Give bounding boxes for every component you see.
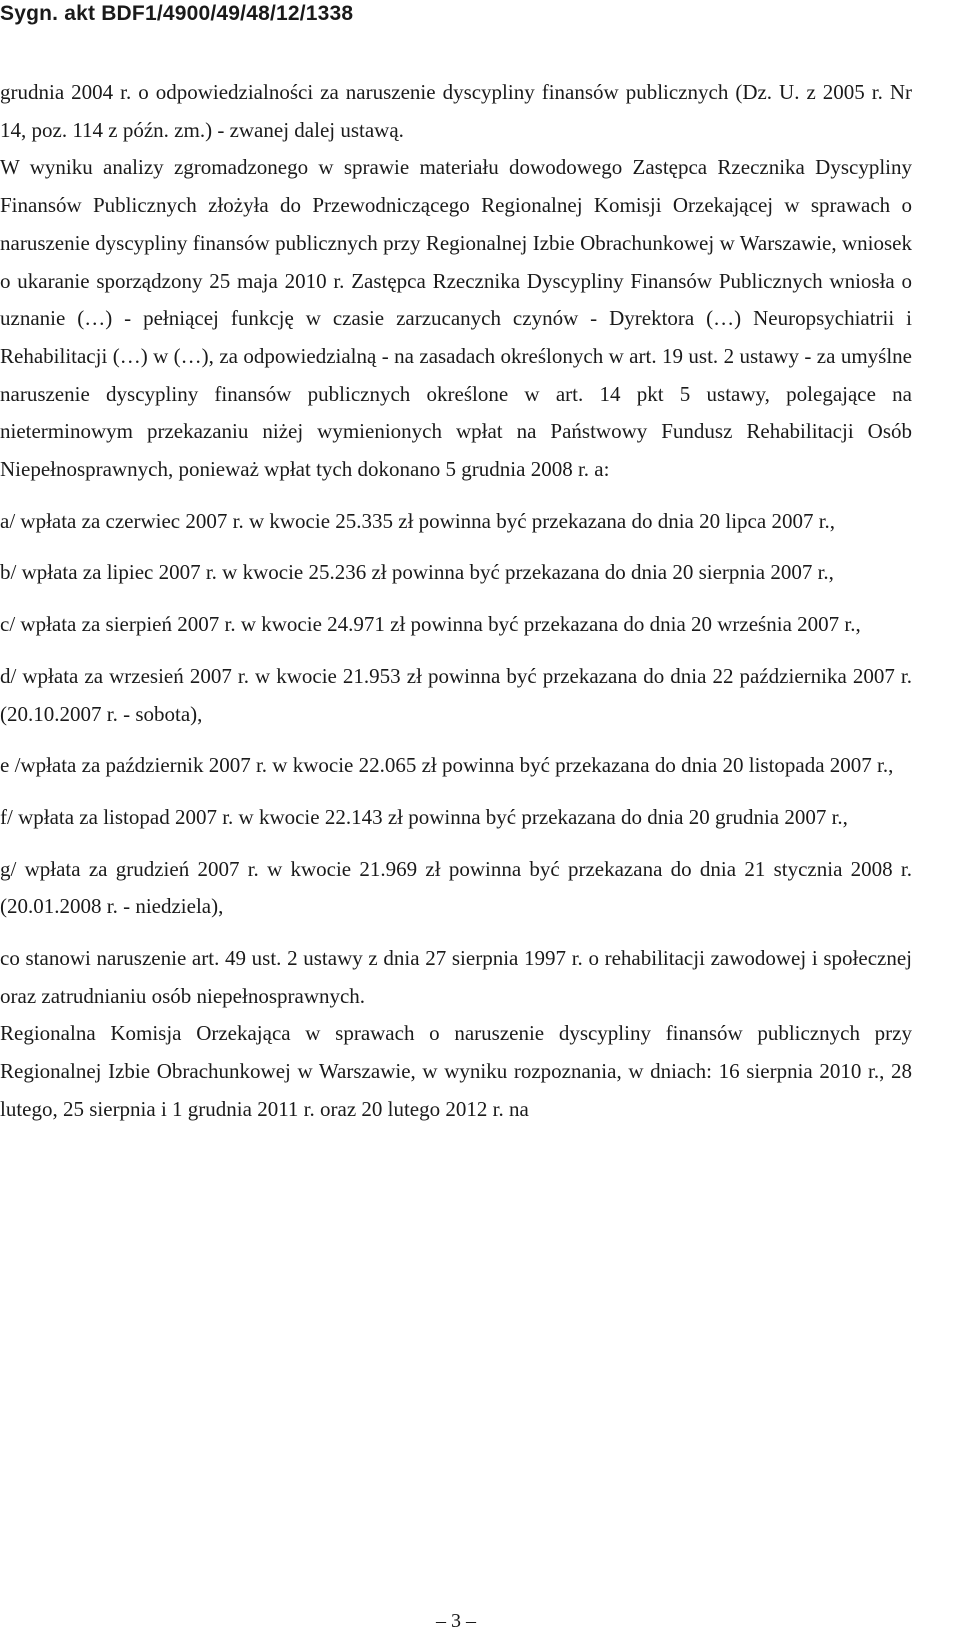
document-body [0, 74, 912, 1129]
main-paragraph: W wyniku analizy zgromadzonego w sprawie materiału dowodowego Zastępca Rzecznika Dyscypliny Finansów Publicznych złożyła do Przewodniczącego Regionalnej Komisji Orzekającej w sprawach o naruszenie dyscypliny finansów publicznych przy Regionalnej Izbie Obrachunkowej w Warszawie, wniosek o ukaranie sporządzony 25 maja 2010 r. Zastępca Rzecznika Dyscypliny Finansów Publicznych wniosła o uznanie (…) - pełniącej funkcję w czasie zarzucanych czynów - Dyrektora (…) Neuropsychiatrii i Rehabilitacji (…) w (…), za odpowiedzialną - na zasadach określonych w art. 19 ust. 2 ustawy - za umyślne naruszenie dyscypliny finansów publicznych określone w art. 14 pkt 5 ustawy, polegające na nieterminowym przekazaniu niżej wymienionych wpłat na Państwowy Fundusz Rehabilitacji Osób Niepełnosprawnych, ponieważ wpłat tych dokonano 5 grudnia 2008 r. a: [0, 155, 912, 482]
payment-item-f: f/ wpłata za listopad 2007 r. w kwocie 22.143 zł powinna być przekazana do dnia 20 grudnia 2007 r., [0, 804, 848, 829]
page-number: – 3 – [436, 1610, 476, 1632]
case-signature: Sygn. akt BDF1/4900/49/48/12/1338 [0, 2, 354, 25]
payment-item-b: b/ wpłata za lipiec 2007 r. w kwocie 25.236 zł powinna być przekazana do dnia 20 sierpnia 2007 r., [0, 560, 834, 585]
payment-item-a: a/ wpłata za czerwiec 2007 r. w kwocie 25.335 zł powinna być przekazana do dnia 20 lipca 2007 r., [0, 508, 836, 533]
intro-paragraph: grudnia 2004 r. o odpowiedzialności za naruszenie dyscypliny finansów publicznych (Dz. U. z 2005 r. Nr 14, poz. 114 z późn. zm.) - zwanej dalej ustawą. [0, 80, 912, 142]
final-paragraph: Regionalna Komisja Orzekająca w sprawach o naruszenie dyscypliny finansów publicznych przy Regionalnej Izbie Obrachunkowej w Warszawie, w wyniku rozpoznania, w dniach: 16 sierpnia 2010 r., 28 lutego, 25 sierpnia i 1 grudnia 2011 r. oraz 20 lutego 2012 r. na [0, 1021, 912, 1121]
payment-item-d: d/ wpłata za wrzesień 2007 r. w kwocie 21.953 zł powinna być przekazana do dnia 22 października 2007 r. (20.10.2007 r. - sobota), [0, 663, 912, 726]
conclusion-paragraph: co stanowi naruszenie art. 49 ust. 2 ustawy z dnia 27 sierpnia 1997 r. o rehabilitacji zawodowej i społecznej oraz zatrudnianiu osób niepełnosprawnych. [0, 946, 912, 1008]
payment-item-g: g/ wpłata za grudzień 2007 r. w kwocie 21.969 zł powinna być przekazana do dnia 21 stycznia 2008 r. (20.01.2008 r. - niedziela), [0, 856, 912, 919]
payment-item-e: e /wpłata za październik 2007 r. w kwocie 22.065 zł powinna być przekazana do dnia 20 listopada 2007 r., [0, 753, 894, 778]
payment-item-c: c/ wpłata za sierpień 2007 r. w kwocie 24.971 zł powinna być przekazana do dnia 20 września 2007 r., [0, 612, 861, 637]
